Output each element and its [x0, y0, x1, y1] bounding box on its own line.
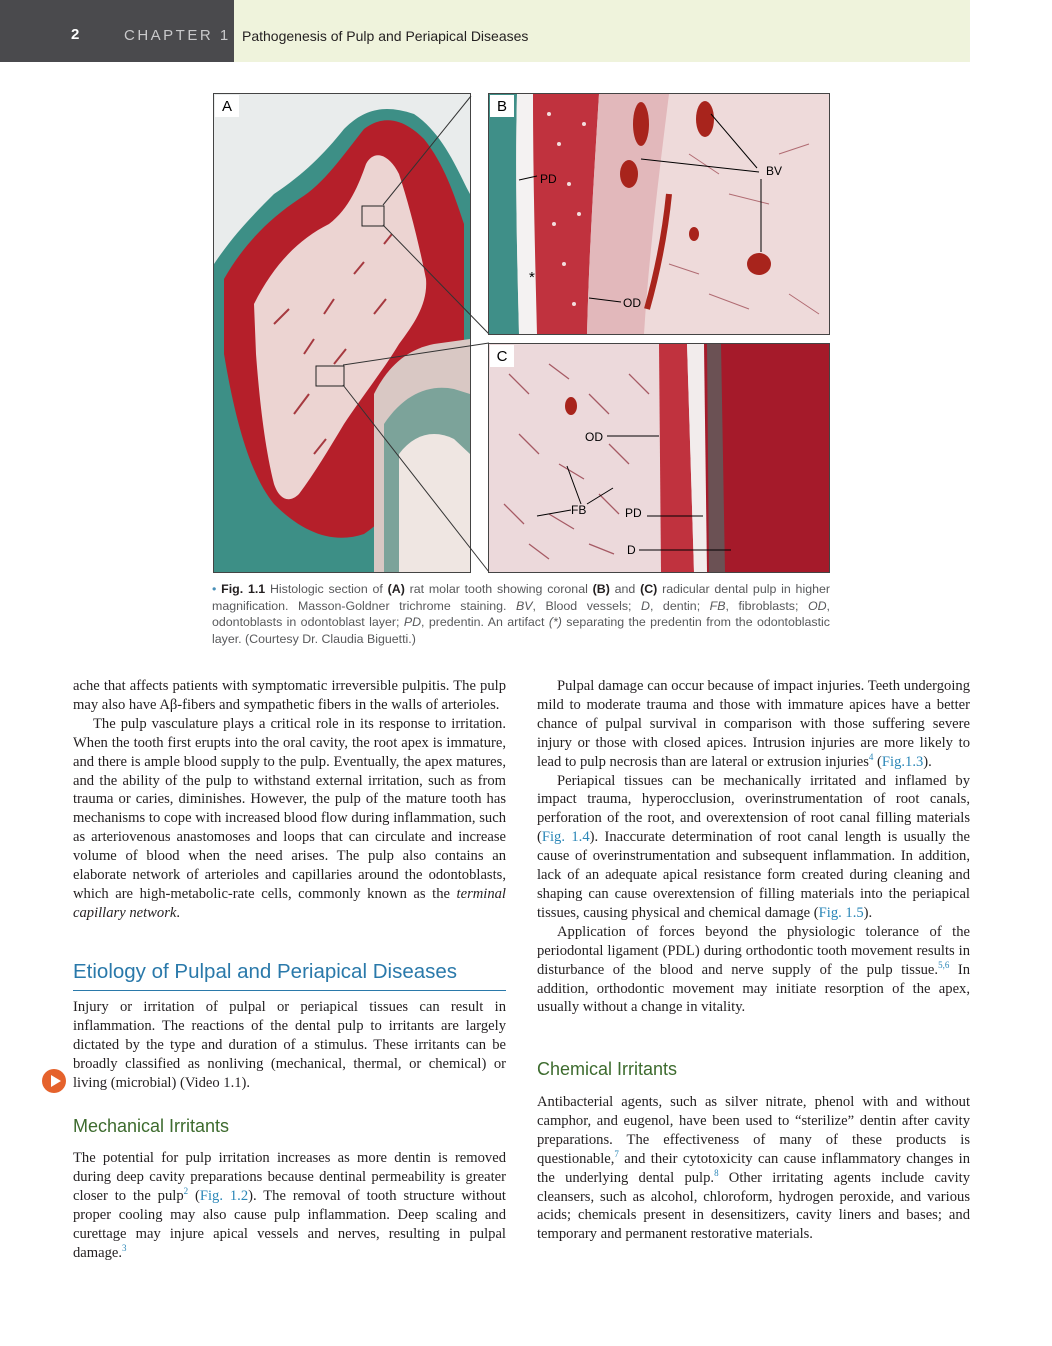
coronal-pulp-image: [489, 94, 829, 334]
paragraph: The pulp vasculature plays a critical role in its response to irritation. When the tooth first erupts into the oral cavity, the root apex is immature, and there is ample blood supply to the pulp. Eventually, the apex matures, and the ability of the pulp to withstand external irritation, such as from trauma or caries, diminishes. However, the pulp of the mature tooth has mechanisms to cope with increased blood flow during inflammation, such as arteriovenous anastomoses and loops that can circulate and increase volume of blood when the need arises. The pulp also contains an elaborate network of arterioles and capillaries around the odontoblasts, which are high-metabolic-rate cells, commonly known as the terminal capillary network.: [73, 715, 506, 921]
label-b-od: OD: [623, 296, 641, 310]
panel-label-c: C: [490, 345, 514, 367]
subheading-chemical: Chemical Irritants: [537, 1059, 678, 1079]
label-c-od: OD: [585, 430, 603, 444]
label-b-asterisk: *: [529, 269, 535, 286]
section-heading-rule: [73, 990, 506, 991]
paragraph: The potential for pulp irritation increases as more dentin is removed during deep cavity preparations because dentinal permeability is greater closer to the pulp$^2$ (Fig. 1.2). The removal of tooth structure without proper cooling may also cause pulp inflammation. Deep scaling and curettage may injure apical vessels and nerves, resulting in pulpal damage.$^3$: [73, 1150, 506, 1261]
chapter-label: CHAPTER 1: [124, 27, 231, 44]
paragraph: Injury or irritation of pulpal or periapical tissues can result in inflammation. The reactions of the dental pulp to irritants are largely dictated by the type and duration of a stimulus. These irritants can be broadly classified as nonliving (mechanical, thermal, or chemical) or living (microbial) (Video 1.1).: [73, 999, 506, 1091]
paragraph: Antibacterial agents, such as silver nitrate, phenol with and without camphor, and eugenol, have been used to “sterilize” dentin after cavity preparations. The effectiveness of many of these products is questionable,$^7$ and their cytotoxicity can cause inflammatory changes in the underlying dental pulp.$^8$ Other irritating agents include cavity cleansers, such as alcohol, chloroform, hydrogen peroxide, and various acids; chemicals present in desensitizers, cavity liners and bases; and temporary and permanent restorative materials.: [537, 1094, 970, 1243]
paragraph: Pulpal damage can occur because of impact injuries. Teeth undergoing mild to moderate trauma and those with immature apices have a better chance of pulpal survival in comparison with those suffering severe injury or those with closed apices. Intrusion injuries are more likely to lead to pulp necrosis than are lateral or extrusion injuries$^4$ (Fig.1.3).: [537, 678, 970, 770]
subheading-mechanical: Mechanical Irritants: [73, 1116, 230, 1136]
figure-link[interactable]: Fig. 1.2: [199, 1187, 249, 1204]
panel-label-a: A: [215, 95, 239, 117]
figure-link[interactable]: Fig. 1.5: [818, 904, 864, 921]
section-heading-etiology: Etiology of Pulpal and Periapical Diseases: [73, 960, 458, 983]
right-column-top: [537, 677, 970, 1017]
paragraph: Periapical tissues can be mechanically irritated and inflamed by impact trauma, hyperocclusion, overinstrumentation of root canals, perforation of the root, and overextension of root canal filling materials (Fig. 1.4). Inaccurate determination of root canal length is usually the cause of overinstrumentation and subsequent inflammation. In addition, lack of an adequate apical resistance form created during cleaning and shaping can cause overextension of filling materials into the periapical tissues, causing physical and chemical damage (Fig. 1.5).: [537, 772, 971, 921]
paragraph: Application of forces beyond the physiologic tolerance of the periodontal ligament (PDL) during orthodontic tooth movement results in disturbance of the blood and nerve supply of the pulp tissue.$^{5,6}$ In addition, orthodontic movement may initiate resorption of the apex, usually without a change in vitality.: [537, 923, 971, 1016]
label-c-d: D: [627, 543, 636, 557]
figure-panel-c: [488, 343, 830, 573]
figure-link[interactable]: Fig.1.3: [881, 753, 924, 770]
play-icon[interactable]: [42, 1069, 66, 1093]
label-b-pd: PD: [540, 172, 557, 186]
label-b-bv: BV: [766, 164, 783, 178]
paragraph: ache that affects patients with symptomatic irreversible pulpitis. The pulp may also have Aβ-fibers and sympathetic fibers in the walls of arterioles.: [73, 678, 506, 713]
figure-link[interactable]: Fig. 1.4: [541, 829, 590, 846]
label-c-fb: FB: [571, 503, 587, 517]
running-title: Pathogenesis of Pulp and Periapical Diseases: [242, 28, 529, 44]
panel-label-b: B: [490, 95, 514, 117]
label-c-pd: PD: [625, 506, 642, 520]
left-column-etiology: [73, 998, 506, 1093]
left-column-mechanical: [73, 1149, 506, 1262]
page-number: 2: [71, 26, 80, 43]
figure-panel-b: [488, 93, 830, 335]
left-column-top: [73, 677, 506, 923]
figure-caption: • Fig. 1.1 Histologic section of (A) rat molar tooth showing coronal (B) and (C) radicular dental pulp in higher magnification. Masson-Goldner trichrome staining. BV, Blood vessels; D, dentin; FB, fibroblasts; OD, odontoblasts in odontoblast layer; PD, predentin. An artifact (*) separating the predentin from the odontoblastic layer. (Courtesy Dr. Claudia Biguetti.): [212, 582, 831, 646]
right-column-chemical: [537, 1093, 970, 1244]
radicular-pulp-image: [489, 344, 829, 572]
